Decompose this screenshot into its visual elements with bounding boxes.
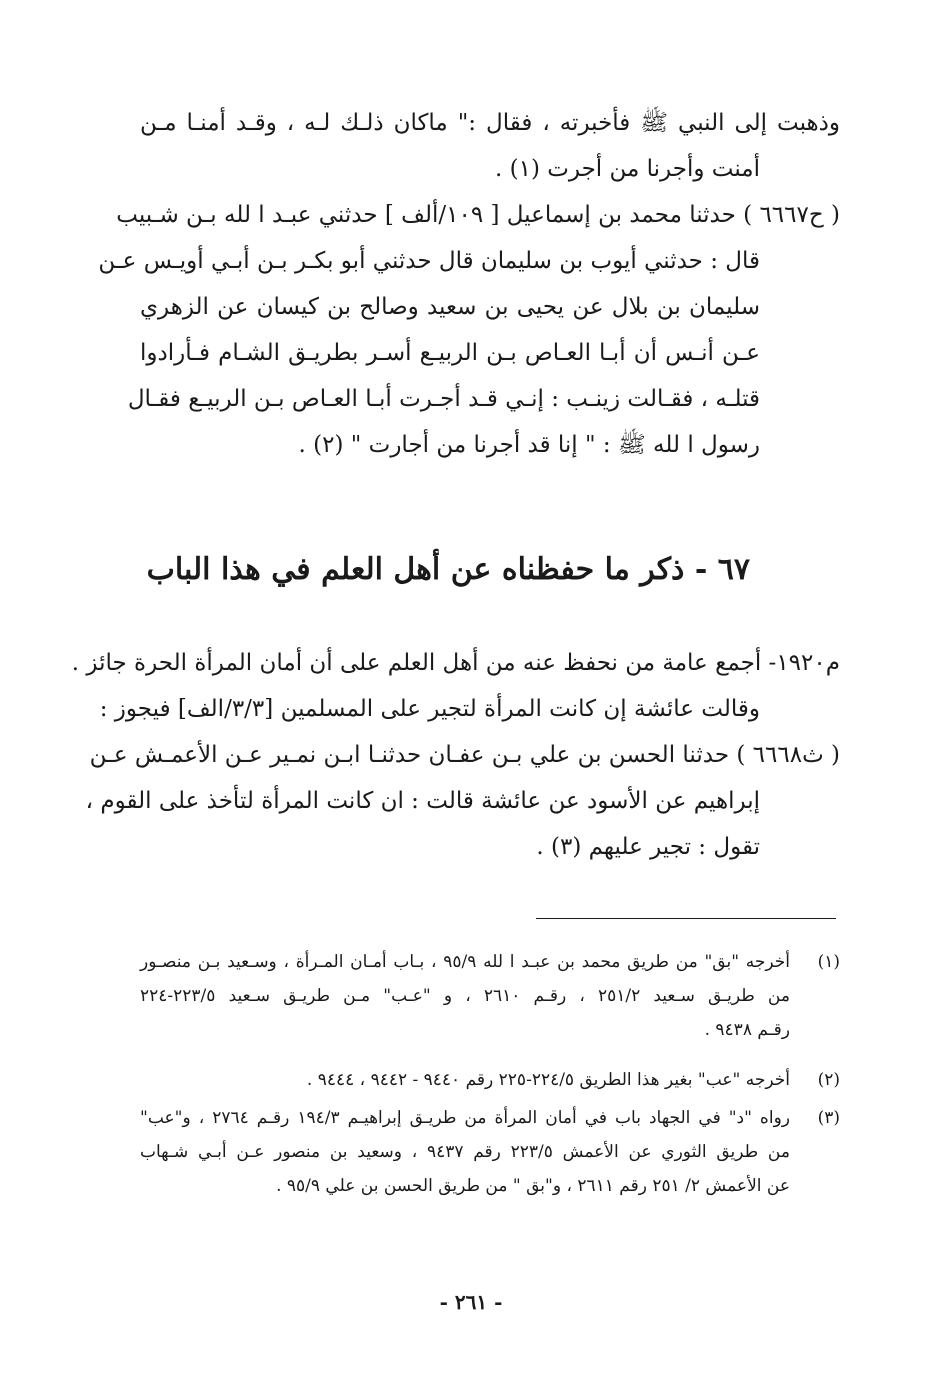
hadith-6667 bbox=[98, 192, 840, 468]
text-line: رواه "د" في الجهاد باب في أمان المرأة من طريـق إبراهيـم ١٩٤/٣ رقـم ٢٧٦٤ ، و"عب" bbox=[140, 1108, 790, 1128]
text-line: عن الأعمش ٢/ ٢٥١ رقم ٢٦١١ ، و"بق " من طريق الحسن بن علي ٩٥/٩ . bbox=[276, 1176, 790, 1196]
footnote-number: (٣) bbox=[817, 1108, 840, 1128]
footnote-2 bbox=[140, 1063, 840, 1097]
text-line: رقـم ٩٤٣٨ . bbox=[704, 1020, 790, 1040]
text-line: أخرجه "عب" بغير هذا الطريق ٢٢٤/٥-٢٢٥ رقم ٩٤٤٠ - ٩٤٤٢ ، ٩٤٤٤ . bbox=[306, 1070, 790, 1090]
footnote-number: (٢) bbox=[817, 1070, 840, 1090]
paragraph-continuation bbox=[140, 100, 840, 192]
text-line: من طريـق سـعيد ٢٥١/٢ ، رقـم ٢٦١٠ ، و "عـب" مـن طريـق سـعيد ٢٢٣/٥-٢٢٤ bbox=[140, 986, 790, 1006]
text-line: أخرجه "بق" من طريق محمد بن عبـد ا لله ٩٥/٩ ، بـاب أمـان المـرأة ، وسـعيد بـن منصـور bbox=[140, 952, 791, 972]
footnote-divider bbox=[536, 918, 836, 919]
footnote-number: (١) bbox=[817, 952, 840, 972]
text-line: رسول ا لله ﷺ : " إنا قد أجرنا من أجارت " (٢) . bbox=[298, 432, 760, 458]
section-heading: ٦٧ - ذكر ما حفظناه عن أهل العلم في هذا الباب bbox=[146, 552, 750, 587]
text-line: ( ث٦٦٦٨ ) حدثنا الحسن بن علي بـن عفـان حدثنـا ابـن نمـير عـن الأعمـش عـن bbox=[89, 742, 840, 768]
masala-1920 bbox=[71, 640, 840, 732]
footnote-3 bbox=[140, 1101, 840, 1203]
text-line: قتلـه ، فقـالت زينـب : إنـي قـد أجـرت أبـا العـاص بـن الربيـع فقـال bbox=[127, 386, 760, 412]
text-line: أمنت وأجرنا من أجرت (١) . bbox=[494, 156, 760, 182]
text-line: وقالت عائشة إن كانت المرأة لتجير على المسلمين [٣/٣/الف] فيجوز : bbox=[99, 696, 760, 722]
text-line: تقول : تجير عليهم (٣) . bbox=[536, 834, 760, 860]
text-line: عـن أنـس أن أبـا العـاص بـن الربيـع أسـر بطريـق الشـام فـأرادوا bbox=[140, 340, 760, 366]
athar-6668 bbox=[85, 732, 840, 870]
text-line: سليمان بن بلال عن يحيى بن سعيد وصالح بن كيسان عن الزهري bbox=[140, 294, 760, 320]
text-line: م١٩٢٠- أجمع عامة من نحفظ عنه من أهل العلم على أن أمان المرأة الحرة جائز . bbox=[71, 650, 840, 676]
text-line: من طريق الثوري عن الأعمش ٢٢٣/٥ رقم ٩٤٣٧ ، وسعيد بن منصور عـن أبـي شـهاب bbox=[140, 1142, 790, 1162]
text-line: ( ح٦٦٦٧ ) حدثنا محمد بن إسماعيل [ ١٠٩/ألف ] حدثني عبـد ا لله بـن شـبيب bbox=[116, 202, 840, 228]
page-number: - ٢٦١ - bbox=[439, 1290, 503, 1314]
text-line: قال : حدثني أيوب بن سليمان قال حدثني أبو بكـر بـن أبـي أويـس عـن bbox=[98, 248, 760, 274]
text-line: إبراهيم عن الأسود عن عائشة قالت : ان كانت المرأة لتأخذ على القوم ، bbox=[85, 788, 760, 814]
footnote-1 bbox=[140, 945, 840, 1047]
text-line: وذهبت إلى النبي ﷺ فأخبرته ، فقال :" ماكان ذلـك لـه ، وقـد أمنـا مـن bbox=[140, 110, 840, 136]
